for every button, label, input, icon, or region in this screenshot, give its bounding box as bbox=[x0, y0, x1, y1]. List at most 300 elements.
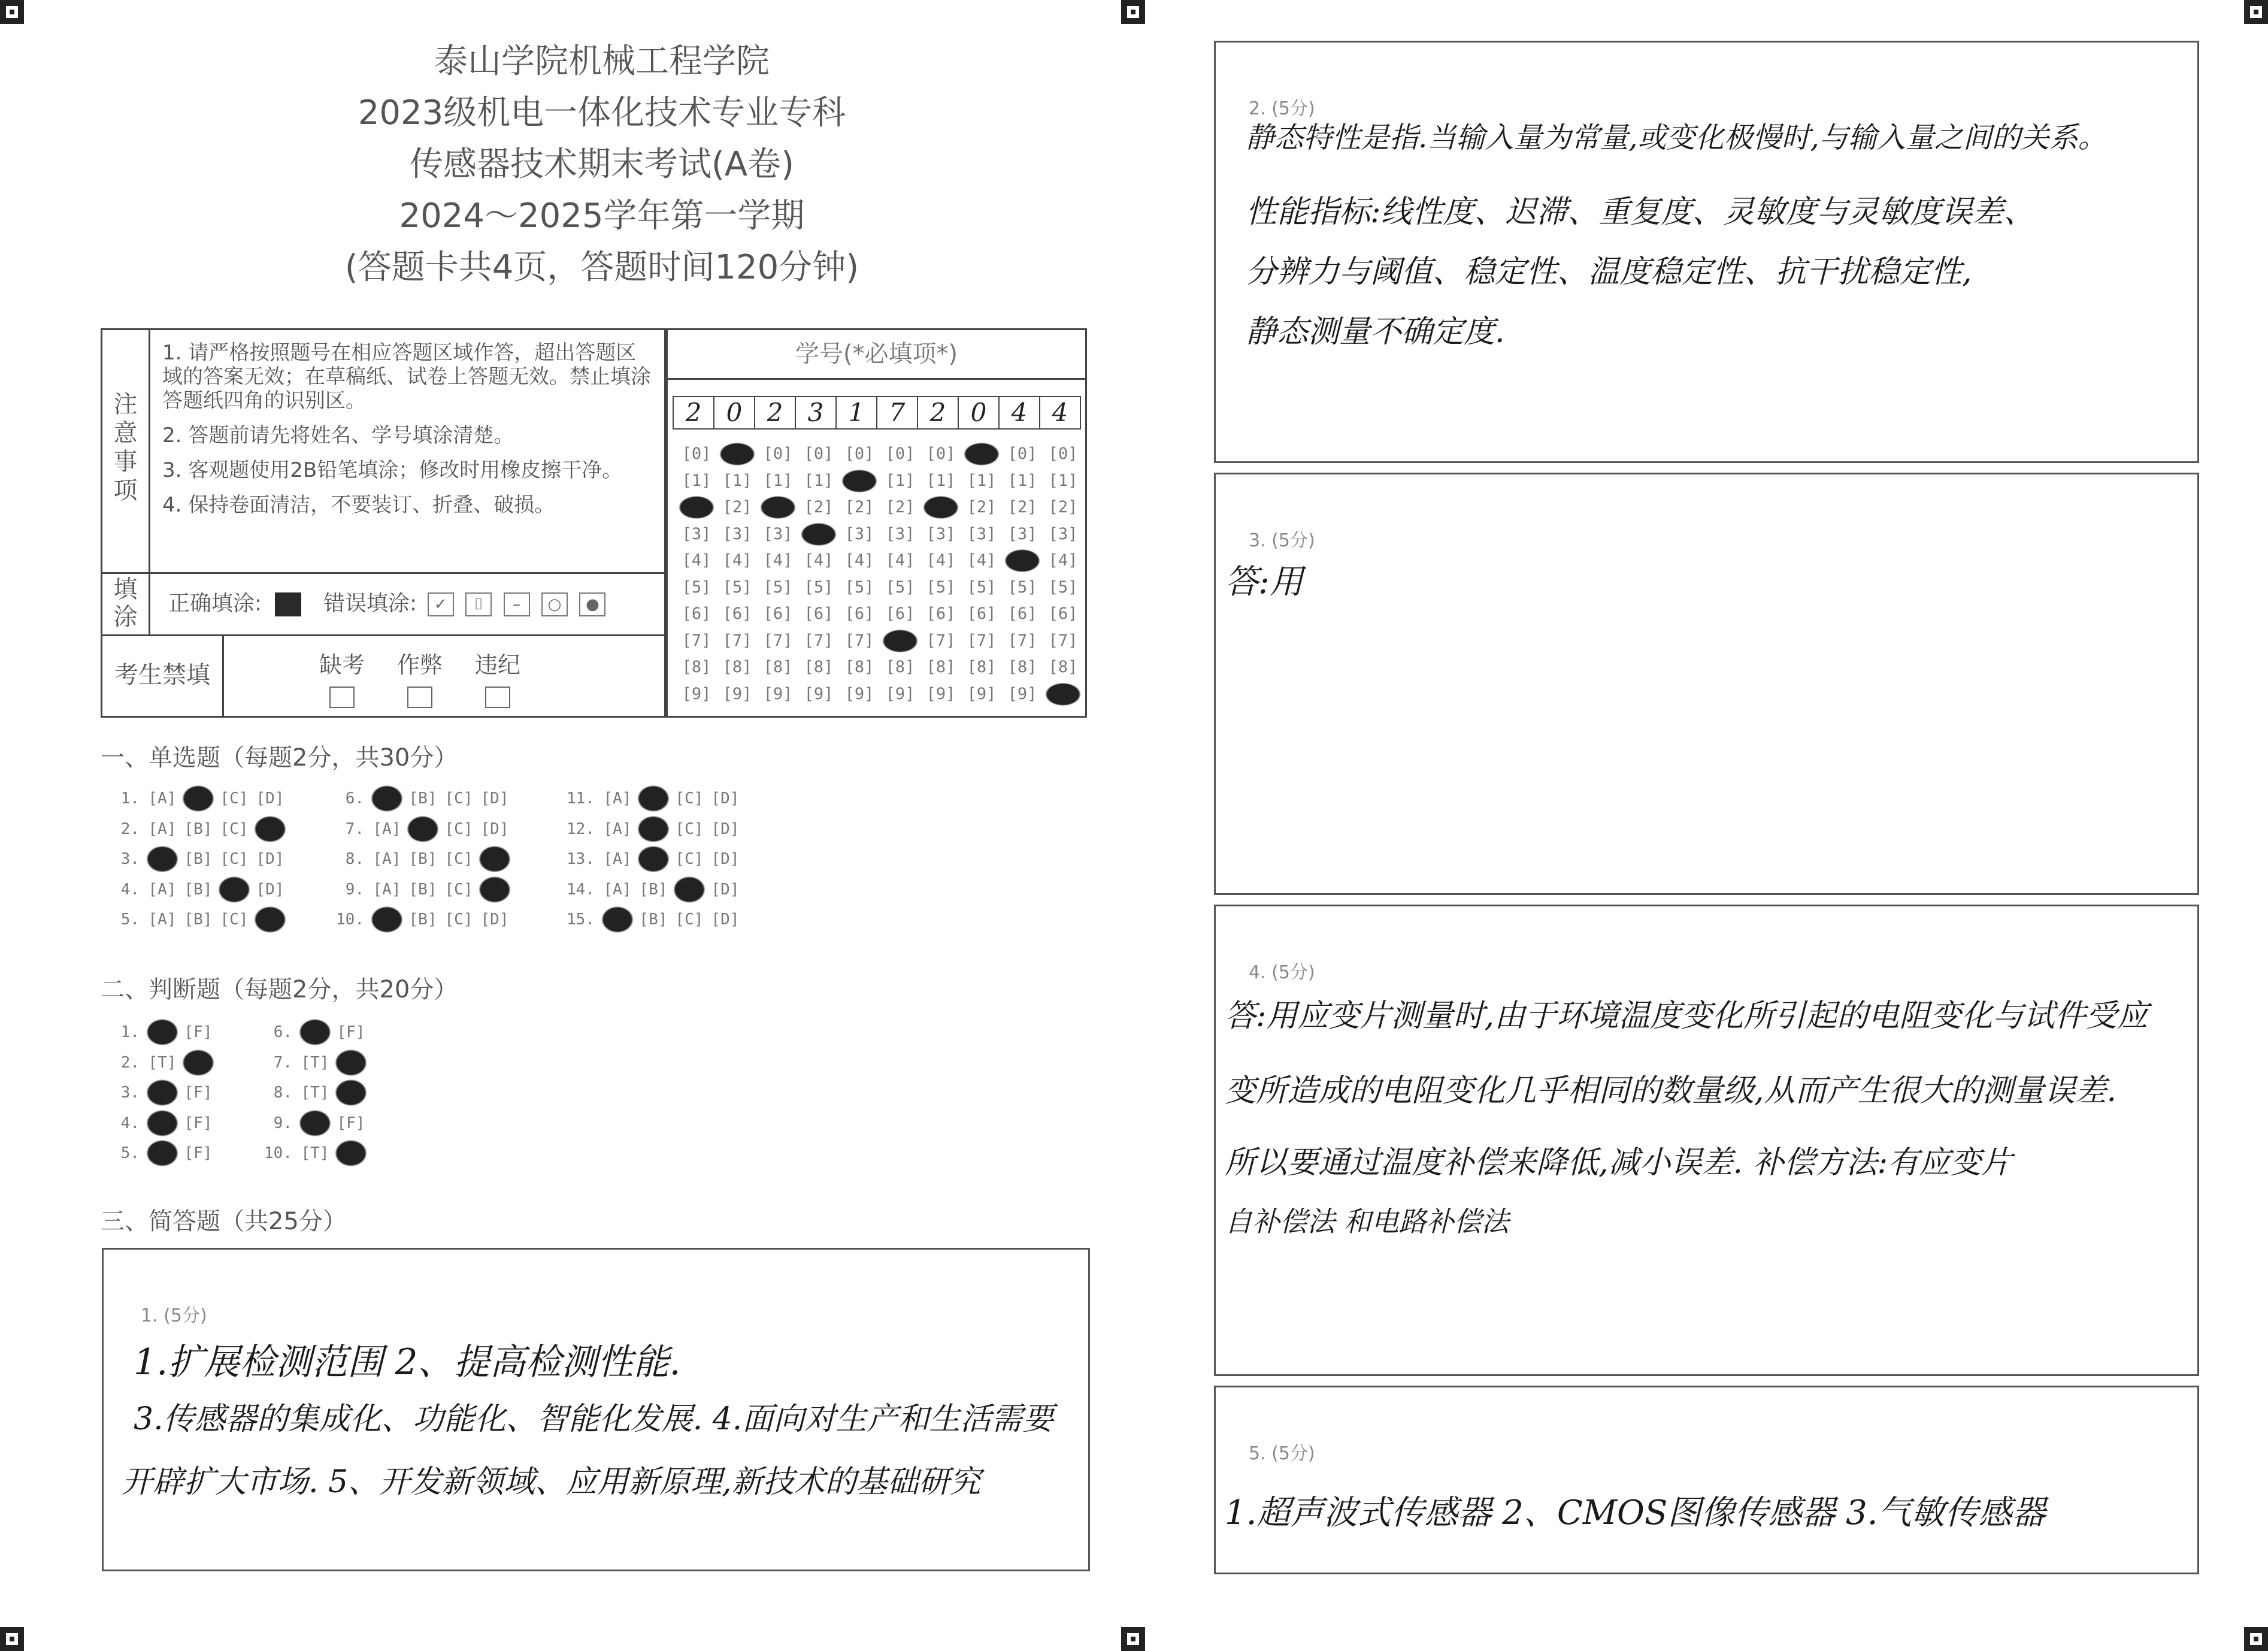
judge-row bbox=[258, 1017, 369, 1048]
id-bubble[interactable]: [8] bbox=[1048, 658, 1078, 676]
handwritten-line: 1.超声波式传感器 2、CMOS图像传感器 3.气敏传感器 bbox=[1225, 1493, 2046, 1532]
choice-bubble-a[interactable]: [A] bbox=[373, 880, 401, 899]
id-bubble[interactable]: [1] bbox=[682, 471, 711, 490]
id-bubble[interactable]: [9] bbox=[682, 684, 711, 703]
id-bubble[interactable]: [0] bbox=[885, 444, 915, 463]
id-bubble[interactable]: [1] bbox=[722, 471, 752, 490]
choice-bubble-b[interactable] bbox=[180, 784, 216, 814]
question-number: 3. bbox=[120, 1084, 140, 1102]
id-bubble[interactable]: [8] bbox=[722, 658, 752, 676]
judge-bubble-f[interactable] bbox=[180, 1048, 216, 1078]
cheat-checkbox[interactable] bbox=[407, 687, 432, 708]
judge-bubble-t[interactable] bbox=[144, 1138, 180, 1168]
corner-marker-top-middle bbox=[1121, 0, 1145, 24]
choice-bubble-c[interactable]: [C] bbox=[220, 790, 249, 808]
id-bubble[interactable]: [5] bbox=[926, 577, 956, 597]
question-number: 15. bbox=[567, 911, 595, 929]
id-bubble-row bbox=[676, 548, 1083, 574]
header-exam-name: 传感器技术期末考试(A卷) bbox=[409, 145, 794, 184]
choice-bubble-a[interactable]: [A] bbox=[603, 820, 632, 838]
student-id-header: 学号(*必填项*) bbox=[668, 330, 1085, 380]
id-bubble[interactable]: [6] bbox=[682, 604, 711, 623]
judge-bubble-f[interactable]: [F] bbox=[337, 1114, 365, 1132]
choice-bubble-d[interactable]: [D] bbox=[256, 790, 284, 808]
judge-bubble-t[interactable]: [T] bbox=[301, 1084, 329, 1102]
id-bubble[interactable]: [3] bbox=[926, 524, 956, 543]
id-bubble[interactable]: [8] bbox=[967, 658, 997, 676]
choice-bubble-c[interactable]: [C] bbox=[444, 820, 473, 838]
absent-flag-label: 缺考 bbox=[319, 652, 365, 678]
id-bubble[interactable]: [7] bbox=[1007, 631, 1037, 650]
cheat-flag-label: 作弊 bbox=[396, 652, 443, 678]
judge-bubble-t[interactable] bbox=[144, 1017, 180, 1047]
choice-bubble-c[interactable] bbox=[216, 875, 252, 905]
id-bubble[interactable]: [4] bbox=[682, 551, 711, 570]
judge-bubble-f[interactable]: [F] bbox=[184, 1144, 213, 1162]
question-number: 1. bbox=[120, 790, 140, 808]
choice-bubble-c[interactable]: [C] bbox=[444, 790, 473, 808]
id-bubble[interactable]: [0] bbox=[1048, 444, 1078, 463]
question-number: 4. bbox=[120, 880, 140, 899]
id-bubble[interactable] bbox=[839, 468, 880, 494]
judge-bubble-t[interactable]: [T] bbox=[301, 1053, 329, 1072]
id-bubble[interactable]: [0] bbox=[682, 444, 711, 463]
single-choice-row bbox=[105, 905, 288, 935]
id-bubble[interactable]: [6] bbox=[885, 604, 915, 623]
choice-bubble-c[interactable]: [C] bbox=[444, 880, 473, 899]
single-choice-row bbox=[560, 905, 743, 935]
choice-bubble-c[interactable]: [C] bbox=[675, 790, 704, 808]
choice-bubble-b[interactable]: [B] bbox=[184, 820, 213, 838]
id-bubble[interactable]: [9] bbox=[844, 684, 874, 703]
absent-flag[interactable] bbox=[306, 646, 378, 708]
choice-bubble-b[interactable]: [B] bbox=[408, 850, 437, 868]
choice-bubble-d[interactable]: [D] bbox=[711, 820, 740, 838]
student-id-digit[interactable]: 4 bbox=[1039, 396, 1081, 430]
judge-bubble-f[interactable]: [F] bbox=[337, 1023, 365, 1041]
question-label: 3. (5分) bbox=[1249, 530, 1315, 551]
judge-row bbox=[258, 1078, 369, 1108]
choice-bubble-a[interactable] bbox=[369, 784, 405, 814]
id-bubble[interactable]: [6] bbox=[763, 604, 793, 623]
id-bubble[interactable]: [3] bbox=[682, 524, 711, 543]
id-bubble[interactable] bbox=[920, 494, 961, 521]
single-choice-title: 一、单选题（每题2分，共30分） bbox=[101, 744, 458, 772]
question-number: 6. bbox=[345, 790, 364, 808]
id-bubble-row bbox=[676, 628, 1083, 655]
student-id-digit[interactable]: 1 bbox=[835, 396, 877, 430]
single-choice-row bbox=[105, 814, 288, 845]
judge-row bbox=[105, 1048, 216, 1078]
judge-bubble-t[interactable]: [T] bbox=[148, 1053, 177, 1072]
corner-marker-bottom-left bbox=[0, 1627, 24, 1651]
question-number: 10. bbox=[264, 1144, 292, 1162]
question-number: 7. bbox=[273, 1053, 292, 1072]
id-bubble[interactable]: [2] bbox=[885, 498, 915, 516]
student-id-panel bbox=[666, 328, 1087, 718]
header-term: 2024～2025学年第一学期 bbox=[399, 196, 805, 235]
id-bubble[interactable]: [5] bbox=[682, 577, 711, 597]
id-bubble[interactable]: [6] bbox=[1048, 604, 1078, 623]
choice-bubble-c[interactable]: [C] bbox=[220, 911, 249, 929]
judge-row bbox=[258, 1048, 369, 1078]
id-bubble[interactable]: [1] bbox=[926, 471, 956, 490]
choice-bubble-d[interactable] bbox=[252, 814, 288, 844]
id-bubble[interactable]: [9] bbox=[804, 684, 834, 703]
single-choice-row bbox=[560, 814, 743, 845]
student-id-digit[interactable]: 2 bbox=[673, 396, 714, 430]
notice-items bbox=[162, 341, 653, 528]
choice-bubble-c[interactable]: [C] bbox=[220, 850, 249, 868]
choice-bubble-d[interactable] bbox=[477, 875, 513, 905]
id-bubble[interactable]: [8] bbox=[926, 658, 956, 676]
id-bubble-row bbox=[676, 494, 1083, 521]
single-choice-row bbox=[560, 875, 743, 905]
single-choice-row bbox=[105, 784, 288, 814]
single-choice-row bbox=[105, 844, 288, 875]
notice-side-label: 注意事项 bbox=[102, 330, 150, 572]
id-bubble[interactable]: [5] bbox=[1048, 577, 1078, 597]
notice-panel bbox=[101, 328, 666, 718]
corner-marker-top-left bbox=[0, 0, 24, 24]
id-bubble[interactable]: [7] bbox=[926, 631, 956, 650]
id-bubble[interactable]: [9] bbox=[1007, 684, 1037, 703]
id-bubble[interactable]: [6] bbox=[722, 604, 752, 623]
single-choice-row bbox=[329, 844, 513, 875]
choice-bubble-a[interactable]: [A] bbox=[148, 911, 177, 929]
answer-box-q3[interactable] bbox=[1214, 473, 2199, 895]
id-bubble[interactable]: [9] bbox=[722, 684, 752, 703]
question-number: 5. bbox=[120, 1144, 140, 1162]
exam-header bbox=[102, 36, 1102, 294]
choice-bubble-a[interactable]: [A] bbox=[148, 820, 177, 838]
id-bubble[interactable]: [9] bbox=[885, 684, 915, 703]
judge-row bbox=[105, 1138, 216, 1169]
id-bubble[interactable]: [4] bbox=[1048, 551, 1078, 570]
id-bubble[interactable]: [7] bbox=[722, 631, 752, 650]
question-number: 1. bbox=[120, 1023, 140, 1041]
id-bubble[interactable]: [0] bbox=[804, 444, 834, 463]
id-bubble[interactable]: [2] bbox=[1007, 498, 1037, 516]
notice-item: 3. 客观题使用2B铅笔填涂；修改时用橡皮擦干净。 bbox=[162, 458, 623, 482]
choice-bubble-b[interactable]: [B] bbox=[184, 850, 213, 868]
id-bubble[interactable]: [8] bbox=[1007, 658, 1037, 676]
judge-row bbox=[105, 1078, 216, 1108]
student-id-digit[interactable]: 4 bbox=[998, 396, 1040, 430]
id-bubble[interactable]: [4] bbox=[804, 551, 834, 570]
choice-bubble-b[interactable]: [B] bbox=[639, 880, 668, 899]
question-number: 9. bbox=[273, 1114, 292, 1132]
cheat-flag[interactable] bbox=[384, 646, 456, 708]
id-bubble[interactable]: [0] bbox=[763, 444, 793, 463]
choice-bubble-c[interactable]: [C] bbox=[444, 850, 473, 868]
single-choice-row bbox=[329, 905, 513, 935]
handwritten-line: 所以要通过温度补偿来降低,减小误差. 补偿方法:有应变片 bbox=[1225, 1145, 2013, 1181]
choice-bubble-a[interactable] bbox=[369, 905, 405, 935]
id-bubble[interactable]: [7] bbox=[763, 631, 793, 650]
id-bubble[interactable]: [4] bbox=[844, 551, 874, 570]
id-bubble[interactable]: [8] bbox=[885, 658, 915, 676]
judge-row bbox=[258, 1108, 369, 1139]
wrong-fill-check-icon: ✓ bbox=[428, 592, 454, 616]
student-id-digit[interactable]: 7 bbox=[876, 396, 918, 430]
id-bubble[interactable] bbox=[798, 521, 839, 548]
notice-item: 2. 答题前请先将姓名、学号填涂清楚。 bbox=[162, 424, 514, 447]
choice-bubble-d[interactable]: [D] bbox=[256, 880, 284, 899]
choice-bubble-d[interactable]: [D] bbox=[480, 820, 509, 838]
judge-column bbox=[105, 1017, 216, 1169]
id-bubble[interactable] bbox=[676, 494, 717, 521]
choice-bubble-b[interactable]: [B] bbox=[408, 880, 437, 899]
id-bubble[interactable]: [4] bbox=[722, 551, 752, 570]
question-number: 4. bbox=[120, 1114, 140, 1132]
question-number: 2. bbox=[120, 1053, 140, 1072]
absent-checkbox[interactable] bbox=[329, 687, 355, 708]
handwritten-line: 静态测量不确定度. bbox=[1246, 314, 1505, 350]
id-bubble[interactable]: [1] bbox=[885, 471, 915, 490]
id-bubble[interactable]: [8] bbox=[763, 658, 793, 676]
choice-bubble-d[interactable]: [D] bbox=[256, 850, 284, 868]
choice-bubble-b[interactable]: [B] bbox=[408, 911, 437, 929]
id-bubble[interactable]: [5] bbox=[885, 577, 915, 597]
choice-bubble-a[interactable]: [A] bbox=[148, 790, 177, 808]
id-bubble[interactable]: [6] bbox=[926, 604, 956, 623]
id-bubble[interactable]: [6] bbox=[967, 604, 997, 623]
single-choice-row bbox=[105, 875, 288, 905]
choice-bubble-b[interactable] bbox=[635, 844, 671, 874]
id-bubble[interactable]: [5] bbox=[722, 577, 752, 597]
choice-bubble-a[interactable]: [A] bbox=[603, 790, 632, 808]
choice-bubble-d[interactable]: [D] bbox=[711, 850, 740, 868]
correct-fill-example bbox=[275, 592, 301, 616]
choice-bubble-a[interactable]: [A] bbox=[603, 850, 632, 868]
choice-bubble-c[interactable]: [C] bbox=[675, 820, 704, 838]
question-label: 1. (5分) bbox=[141, 1305, 207, 1326]
id-bubble[interactable]: [8] bbox=[844, 658, 874, 676]
answer-box-q2[interactable] bbox=[1214, 41, 2199, 463]
choice-bubble-a[interactable]: [A] bbox=[373, 820, 401, 838]
judge-row bbox=[105, 1017, 216, 1048]
corner-marker-bottom-middle bbox=[1121, 1627, 1145, 1651]
id-bubble[interactable]: [1] bbox=[1007, 471, 1037, 490]
id-bubble[interactable] bbox=[1002, 548, 1043, 574]
choice-bubble-a[interactable] bbox=[599, 905, 635, 935]
id-bubble[interactable]: [5] bbox=[967, 577, 997, 597]
corner-marker-bottom-right bbox=[2244, 1627, 2268, 1651]
question-label: 2. (5分) bbox=[1249, 98, 1315, 119]
answer-box-q1[interactable] bbox=[102, 1248, 1090, 1571]
choice-bubble-c[interactable]: [C] bbox=[444, 911, 473, 929]
question-number: 14. bbox=[567, 880, 595, 899]
judge-title: 二、判断题（每题2分，共20分） bbox=[101, 976, 458, 1003]
id-bubble[interactable]: [5] bbox=[844, 577, 874, 597]
choice-bubble-a[interactable] bbox=[144, 844, 180, 874]
id-bubble[interactable]: [2] bbox=[1048, 498, 1078, 516]
judge-bubble-f[interactable] bbox=[333, 1048, 369, 1078]
question-number: 7. bbox=[345, 820, 364, 838]
choice-bubble-c[interactable]: [C] bbox=[220, 820, 249, 838]
choice-bubble-d[interactable]: [D] bbox=[711, 911, 740, 929]
id-bubble[interactable]: [8] bbox=[804, 658, 834, 676]
answer-box-q5[interactable] bbox=[1214, 1386, 2199, 1574]
judge-bubble-t[interactable] bbox=[144, 1108, 180, 1138]
id-bubble[interactable]: [9] bbox=[763, 684, 793, 703]
handwritten-line: 答:用应变片测量时,由于环境温度变化所引起的电阻变化与试件受应 bbox=[1225, 998, 2149, 1034]
wrong-fill-label: 错误填涂: bbox=[323, 591, 417, 616]
choice-bubble-a[interactable]: [A] bbox=[148, 880, 177, 899]
id-bubble[interactable]: [2] bbox=[722, 498, 752, 516]
id-bubble[interactable]: [3] bbox=[844, 524, 874, 543]
wrong-fill-circle-icon: ○ bbox=[541, 592, 568, 616]
judge-bubble-t[interactable]: [T] bbox=[301, 1144, 329, 1162]
choice-bubble-d[interactable] bbox=[477, 844, 513, 874]
id-bubble[interactable]: [2] bbox=[844, 498, 874, 516]
choice-bubble-c[interactable] bbox=[671, 875, 707, 905]
student-id-digit[interactable]: 2 bbox=[754, 396, 796, 430]
question-number: 10. bbox=[336, 911, 364, 929]
choice-bubble-b[interactable] bbox=[635, 814, 671, 844]
choice-bubble-a[interactable]: [A] bbox=[373, 850, 401, 868]
id-bubble[interactable]: [1] bbox=[763, 471, 793, 490]
choice-bubble-d[interactable]: [D] bbox=[711, 880, 740, 899]
id-bubble[interactable]: [4] bbox=[763, 551, 793, 570]
id-bubble[interactable]: [6] bbox=[844, 604, 874, 623]
single-choice-row bbox=[560, 784, 743, 814]
id-bubble[interactable]: [3] bbox=[763, 524, 793, 543]
id-bubble[interactable]: [3] bbox=[1048, 524, 1078, 543]
notice-item: 4. 保持卷面清洁，不要装订、折叠、破损。 bbox=[162, 493, 555, 517]
id-bubble[interactable]: [6] bbox=[1007, 604, 1037, 623]
id-bubble[interactable]: [3] bbox=[1007, 524, 1037, 543]
question-number: 12. bbox=[567, 820, 595, 838]
id-bubble[interactable] bbox=[717, 441, 758, 467]
choice-bubble-c[interactable]: [C] bbox=[675, 850, 704, 868]
choice-bubble-b[interactable]: [B] bbox=[184, 911, 213, 929]
judge-bubble-f[interactable] bbox=[333, 1138, 369, 1168]
id-bubble[interactable]: [3] bbox=[967, 524, 997, 543]
id-bubble[interactable]: [5] bbox=[763, 577, 793, 597]
id-bubble[interactable]: [3] bbox=[722, 524, 752, 543]
student-id-digit[interactable]: 0 bbox=[713, 396, 755, 430]
choice-bubble-b[interactable]: [B] bbox=[184, 880, 213, 899]
single-choice-column bbox=[329, 784, 513, 935]
student-id-bubble-grid bbox=[676, 441, 1083, 707]
id-bubble[interactable]: [6] bbox=[804, 604, 834, 623]
id-bubble-row bbox=[676, 681, 1083, 708]
violation-flag-label: 违纪 bbox=[474, 652, 520, 678]
choice-bubble-d[interactable] bbox=[252, 905, 288, 935]
id-bubble[interactable]: [4] bbox=[926, 551, 956, 570]
id-bubble[interactable]: [9] bbox=[967, 684, 997, 703]
choice-bubble-d[interactable]: [D] bbox=[480, 790, 509, 808]
id-bubble[interactable]: [5] bbox=[1007, 577, 1037, 597]
fill-example-row bbox=[168, 586, 610, 617]
question-number: 6. bbox=[273, 1023, 292, 1041]
id-bubble[interactable] bbox=[758, 494, 798, 521]
id-bubble[interactable]: [0] bbox=[1007, 444, 1037, 463]
id-bubble[interactable]: [7] bbox=[1048, 631, 1078, 650]
answer-box-q4[interactable] bbox=[1214, 905, 2199, 1376]
question-number: 9. bbox=[345, 880, 364, 899]
id-bubble[interactable]: [1] bbox=[1048, 471, 1078, 490]
id-bubble-row bbox=[676, 521, 1083, 548]
question-label: 5. (5分) bbox=[1249, 1443, 1315, 1464]
choice-bubble-b[interactable]: [B] bbox=[408, 790, 437, 808]
id-bubble-row bbox=[676, 468, 1083, 495]
single-choice-column bbox=[560, 784, 743, 935]
judge-bubble-t[interactable] bbox=[297, 1108, 333, 1138]
fill-side-label: 填涂 bbox=[102, 572, 150, 634]
id-bubble[interactable] bbox=[880, 628, 920, 654]
id-bubble[interactable]: [7] bbox=[682, 631, 711, 650]
id-bubble[interactable]: [9] bbox=[926, 684, 956, 703]
question-number: 2. bbox=[120, 820, 140, 838]
id-bubble[interactable]: [3] bbox=[885, 524, 915, 543]
id-bubble[interactable]: [2] bbox=[967, 498, 997, 516]
id-bubble[interactable]: [7] bbox=[804, 631, 834, 650]
id-bubble[interactable]: [4] bbox=[967, 551, 997, 570]
id-bubble[interactable]: [0] bbox=[926, 444, 956, 463]
choice-bubble-d[interactable]: [D] bbox=[480, 911, 509, 929]
header-major: 2023级机电一体化技术专业专科 bbox=[358, 93, 846, 132]
single-choice-row bbox=[329, 784, 513, 814]
id-bubble[interactable] bbox=[1043, 681, 1083, 707]
id-bubble[interactable]: [4] bbox=[885, 551, 915, 570]
id-bubble[interactable] bbox=[961, 441, 1002, 467]
violation-checkbox[interactable] bbox=[485, 687, 510, 708]
id-bubble[interactable]: [1] bbox=[804, 471, 834, 490]
question-number: 11. bbox=[567, 790, 595, 808]
id-bubble-row bbox=[676, 441, 1083, 468]
handwritten-line: 1.扩展检测范围 2、提高检测性能. bbox=[134, 1341, 681, 1383]
choice-bubble-b[interactable] bbox=[635, 784, 671, 814]
choice-bubble-a[interactable]: [A] bbox=[603, 880, 632, 899]
id-bubble[interactable]: [1] bbox=[967, 471, 997, 490]
handwritten-line: 答:用 bbox=[1225, 563, 1303, 601]
judge-bubble-f[interactable]: [F] bbox=[184, 1023, 213, 1041]
id-bubble[interactable]: [7] bbox=[844, 631, 874, 650]
question-number: 8. bbox=[345, 850, 364, 868]
choice-bubble-c[interactable]: [C] bbox=[675, 911, 704, 929]
id-bubble-row bbox=[676, 654, 1083, 681]
student-id-digit[interactable]: 3 bbox=[795, 396, 837, 430]
id-bubble[interactable]: [8] bbox=[682, 658, 711, 676]
violation-flag[interactable] bbox=[462, 646, 534, 708]
header-note: (答题卡共4页，答题时间120分钟) bbox=[344, 248, 859, 287]
id-bubble[interactable]: [2] bbox=[804, 498, 834, 516]
student-id-digit[interactable]: 0 bbox=[958, 396, 1000, 430]
judge-row bbox=[105, 1108, 216, 1139]
choice-bubble-d[interactable]: [D] bbox=[711, 790, 740, 808]
choice-bubble-b[interactable]: [B] bbox=[639, 911, 668, 929]
question-number: 3. bbox=[120, 850, 140, 868]
student-id-digit[interactable]: 2 bbox=[917, 396, 959, 430]
judge-bubble-f[interactable]: [F] bbox=[184, 1084, 213, 1102]
judge-bubble-t[interactable] bbox=[144, 1078, 180, 1108]
choice-bubble-b[interactable] bbox=[405, 814, 441, 844]
id-bubble[interactable]: [7] bbox=[967, 631, 997, 650]
judge-bubble-f[interactable] bbox=[333, 1078, 369, 1108]
correct-fill-label: 正确填涂: bbox=[168, 591, 262, 616]
notice-item: 1. 请严格按照题号在相应答题区域作答，超出答题区域的答案无效；在草稿纸、试卷上答题无效。禁止填涂答题纸四角的识别区。 bbox=[162, 341, 651, 413]
judge-bubble-f[interactable]: [F] bbox=[184, 1114, 213, 1132]
id-bubble[interactable]: [0] bbox=[844, 444, 874, 463]
wrong-fill-bracket-icon: ⌷ bbox=[465, 592, 492, 616]
judge-bubble-t[interactable] bbox=[297, 1017, 333, 1047]
handwritten-line: 自补偿法 和电路补偿法 bbox=[1225, 1205, 1509, 1238]
id-bubble[interactable]: [5] bbox=[804, 577, 834, 597]
question-label: 4. (5分) bbox=[1249, 962, 1315, 983]
